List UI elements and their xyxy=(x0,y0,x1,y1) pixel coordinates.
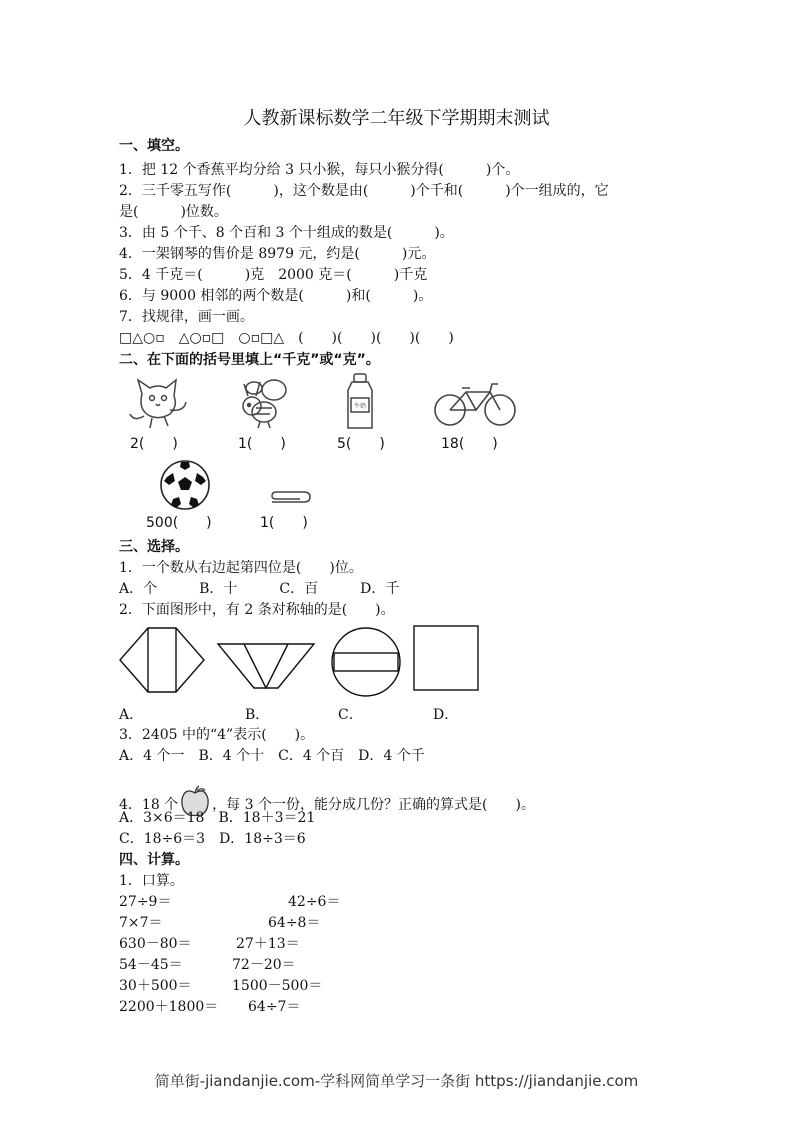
options-line: A．4 个一 B．4 个十 C．4 个百 D．4 个千 xyxy=(119,748,425,764)
section-heading-choice: 三、选择。 xyxy=(119,539,189,555)
bottle-icon xyxy=(338,372,382,432)
section-heading-units: 二、在下面的括号里填上“千克”或“克”。 xyxy=(119,352,380,368)
choice-label: A． xyxy=(119,707,144,723)
page-title: 人教新课标数学二年级下学期期末测试 xyxy=(243,108,550,129)
weight-blank: 1( ) xyxy=(238,436,286,452)
calc-item: 64÷7＝ xyxy=(248,999,301,1015)
question-line: 2．三千零五写作( )，这个数是由( )个千和( )个一组成的，它 xyxy=(119,183,609,199)
options-line: A．3×6＝18 B．18＋3＝21 xyxy=(119,810,316,826)
question-line: 3．2405 中的“4”表示( )。 xyxy=(119,727,315,743)
question-line: 1．一个数从右边起第四位是( )位。 xyxy=(119,560,363,576)
calc-item: 72－20＝ xyxy=(232,957,296,973)
weight-blank: 500( ) xyxy=(146,515,212,531)
weight-blank: 2( ) xyxy=(130,436,178,452)
options-line: C．18÷6＝3 D．18÷3＝6 xyxy=(119,831,306,847)
choice-label: C． xyxy=(338,707,363,723)
choice-label: D． xyxy=(433,707,459,723)
choice-label: B． xyxy=(245,707,270,723)
calc-item: 7×7＝ xyxy=(119,915,163,931)
section-heading-fill-blank: 一、填空。 xyxy=(119,138,189,154)
sub-heading-oral-calc: 1．口算。 xyxy=(119,873,184,889)
cat-icon xyxy=(124,374,194,430)
options-line: A．个 B．十 C．百 D．千 xyxy=(119,581,400,597)
question-line: 是( )位数。 xyxy=(119,204,228,220)
shape-b-trapezoid xyxy=(216,642,316,690)
calc-item: 42÷6＝ xyxy=(288,894,341,910)
calc-item: 27÷9＝ xyxy=(119,894,172,910)
shape-a-hexagon xyxy=(118,626,206,694)
bottle-label: 牛奶 xyxy=(353,403,367,410)
bicycle-icon xyxy=(432,378,518,428)
calc-item: 630－80＝ xyxy=(119,936,192,952)
pattern-line: □△○▫ △○▫□ ○▫□△ ( )( )( )( ) xyxy=(119,330,454,346)
question-line: 4．一架钢琴的售价是 8979 元，约是( )元。 xyxy=(119,246,436,262)
question-line: 7．找规律，画一画。 xyxy=(119,309,254,325)
calc-item: 54－45＝ xyxy=(119,957,183,973)
calc-item: 64÷8＝ xyxy=(268,915,321,931)
paperclip-icon xyxy=(266,488,312,506)
section-heading-calc: 四、计算。 xyxy=(119,852,189,868)
calc-item: 27＋13＝ xyxy=(236,936,300,952)
calc-item: 2200＋1800＝ xyxy=(119,999,219,1015)
question-line: 5．4 千克＝( )克 2000 克＝( )千克 xyxy=(119,267,428,283)
calc-item: 1500－500＝ xyxy=(232,978,323,994)
weight-blank: 1( ) xyxy=(260,515,308,531)
question-line: 1．把 12 个香蕉平均分给 3 只小猴，每只小猴分得( )个。 xyxy=(119,162,520,178)
football-icon xyxy=(159,459,211,511)
shape-d-square xyxy=(413,625,481,693)
question-line: 2．下面图形中，有 2 条对称轴的是( )。 xyxy=(119,602,395,618)
bee-icon xyxy=(234,374,296,430)
calc-item: 30＋500＝ xyxy=(119,978,192,994)
footer-watermark: 简单街-jiandanjie.com-学科网简单学习一条街 https://jiandanjie.com xyxy=(154,1072,639,1090)
weight-blank: 18( ) xyxy=(441,436,498,452)
question-line: 6．与 9000 相邻的两个数是( )和( )。 xyxy=(119,288,433,304)
question-line: 3．由 5 个千、8 个百和 3 个十组成的数是( )。 xyxy=(119,225,454,241)
q4-prefix: 4．18 个 xyxy=(119,797,179,813)
q4-suffix: ，每 3 个一份，能分成几份？正确的算式是( )。 xyxy=(212,797,535,813)
weight-blank: 5( ) xyxy=(337,436,385,452)
shape-c-circle xyxy=(330,626,402,698)
